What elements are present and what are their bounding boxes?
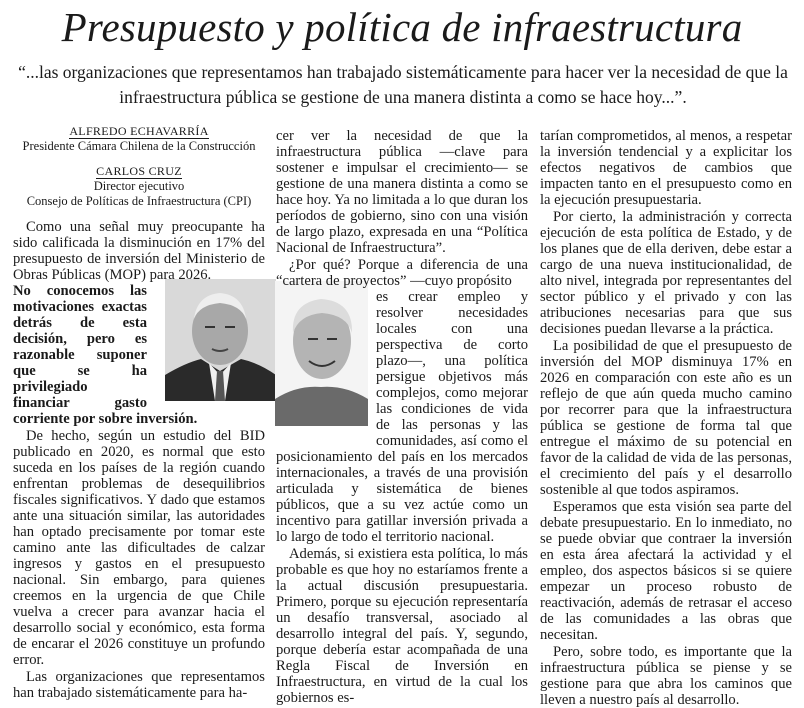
paragraph: No conocemos las motivaciones exactas detrás de esta decisión, pero es razonable suponer que se ha privilegiado financiar gasto corriente por sobre inversión. xyxy=(13,283,198,427)
author-name: ALFREDO ECHAVARRÍA xyxy=(69,124,209,138)
column-2 xyxy=(276,128,528,706)
column-3 xyxy=(540,128,792,708)
paragraph: tarían comprometidos, al menos, a respetar la inversión tendencial y a explicitar los efectos negativos de cambios que impacten tanto en el presupuesto como en la ejecución presupuestaria. xyxy=(540,128,792,208)
paragraph: Esperamos que esta visión sea parte del debate presupuestario. En lo inmediato, no se puede obviar que contraer la inversión en esta área afectará la actividad y el empleo, dos aspectos básicos si se quiere empezar un proceso robusto de reactivación, además de retrasar el acceso de las comunidades a las obras que necesitan. xyxy=(540,499,792,643)
author-block-2 xyxy=(13,164,265,209)
author-organization: Consejo de Políticas de Infraestructura (CPI) xyxy=(26,194,252,208)
author-role: Presidente Cámara Chilena de la Construcción xyxy=(22,139,256,153)
column-1 xyxy=(13,124,265,701)
paragraph: Como una señal muy preocupante ha sido calificada la disminución en 17% del presupuesto de inversión del Ministerio de Obras Públicas (MOP) para 2026. xyxy=(13,219,265,283)
author-name: CARLOS CRUZ xyxy=(96,164,182,178)
article-title: Presupuesto y política de infraestructura xyxy=(61,4,743,50)
paragraph: La posibilidad de que el presupuesto de inversión del MOP disminuya 17% en 2026 en comparación con este año es un reflejo de que aún queda mucho camino por recorrer para que la infraestructura pública se gestione de forma tal que entregue el máximo de su potencial en favor de la calidad de vida de las personas, el crecimiento del país y el desarrollo sostenible al que todos aspiramos. xyxy=(540,338,792,498)
paragraph: ¿Por qué? Porque a diferencia de una “cartera de proyectos” —cuyo propósito xyxy=(276,257,528,289)
paragraph: Pero, sobre todo, es importante que la infraestructura pública se piense y se gestione para que abra los caminos que lleven a nuestro país al desarrollo. xyxy=(540,644,792,708)
pull-quote: “...las organizaciones que representamos han trabajado sistemáticamente para hacer ver la necesidad de que la infraestructura pública se gestione de una manera distinta a como se hace hoy...”. xyxy=(18,62,788,107)
paragraph: De hecho, según un estudio del BID publicado en 2020, es normal que esto suceda en los países de la región cuando enfrentan problemas de desequilibrios fiscales significativos. Y dado que estamos ante una situación similar, las autoridades han optado precisamente por tomar este camino ante las dificultades de calzar ingresos y gastos en el presupuesto nacional. Sin embargo, para quienes creemos en la urgencia de que Chile vuelva a crecer para avanzar hacia el desarrollo social y económico, esta forma de encarar el 2026 constituye un profundo error. xyxy=(13,428,265,668)
author-role: Director ejecutivo xyxy=(93,179,185,193)
paragraph: Las organizaciones que representamos han trabajado sistemáticamente para ha- xyxy=(13,669,265,701)
author-block-1 xyxy=(13,124,265,154)
paragraph: Por cierto, la administración y correcta ejecución de esta política de Estado, y de los planes que de ella deriven, debe estar a cargo de una nueva institucionalidad, de alto nivel, integrada por representantes del sector público y el privado y con las atribuciones necesarias para que sus decisiones puedan llevarse a la práctica. xyxy=(540,209,792,337)
paragraph: es crear empleo y resolver necesidades locales con una perspectiva de corto plazo—, una política persigue objetivos más complejos, como mejorar las condiciones de vida de las personas y las comunidades, así como el posicionamiento del país en los mercados internacionales, a través de una provisión articulada y sistemática de bienes públicos, que a su vez actúe como un incentivo para gatillar inversión privada a lo largo de todo el territorio nacional. xyxy=(276,289,528,545)
paragraph: cer ver la necesidad de que la infraestructura pública —clave para sostener e impulsar el crecimiento— se gestione de una manera distinta a como se hace hoy. Ya no limitada a lo que duran los períodos de gobierno, sino con una visión de largo plazo, expresada en una “Política Nacional de Infraestructura”. xyxy=(276,128,528,256)
paragraph: Además, si existiera esta política, lo más probable es que hoy no estaríamos frente a la actual discusión presupuestaria. Primero, porque su ejecución representaría un desafío transversal, asociado al desarrollo integral del país. Y, segundo, porque debería estar acompañada de una Regla Fiscal de Inversión en Infraestructura, en virtud de la cual los gobiernos es- xyxy=(276,546,528,706)
